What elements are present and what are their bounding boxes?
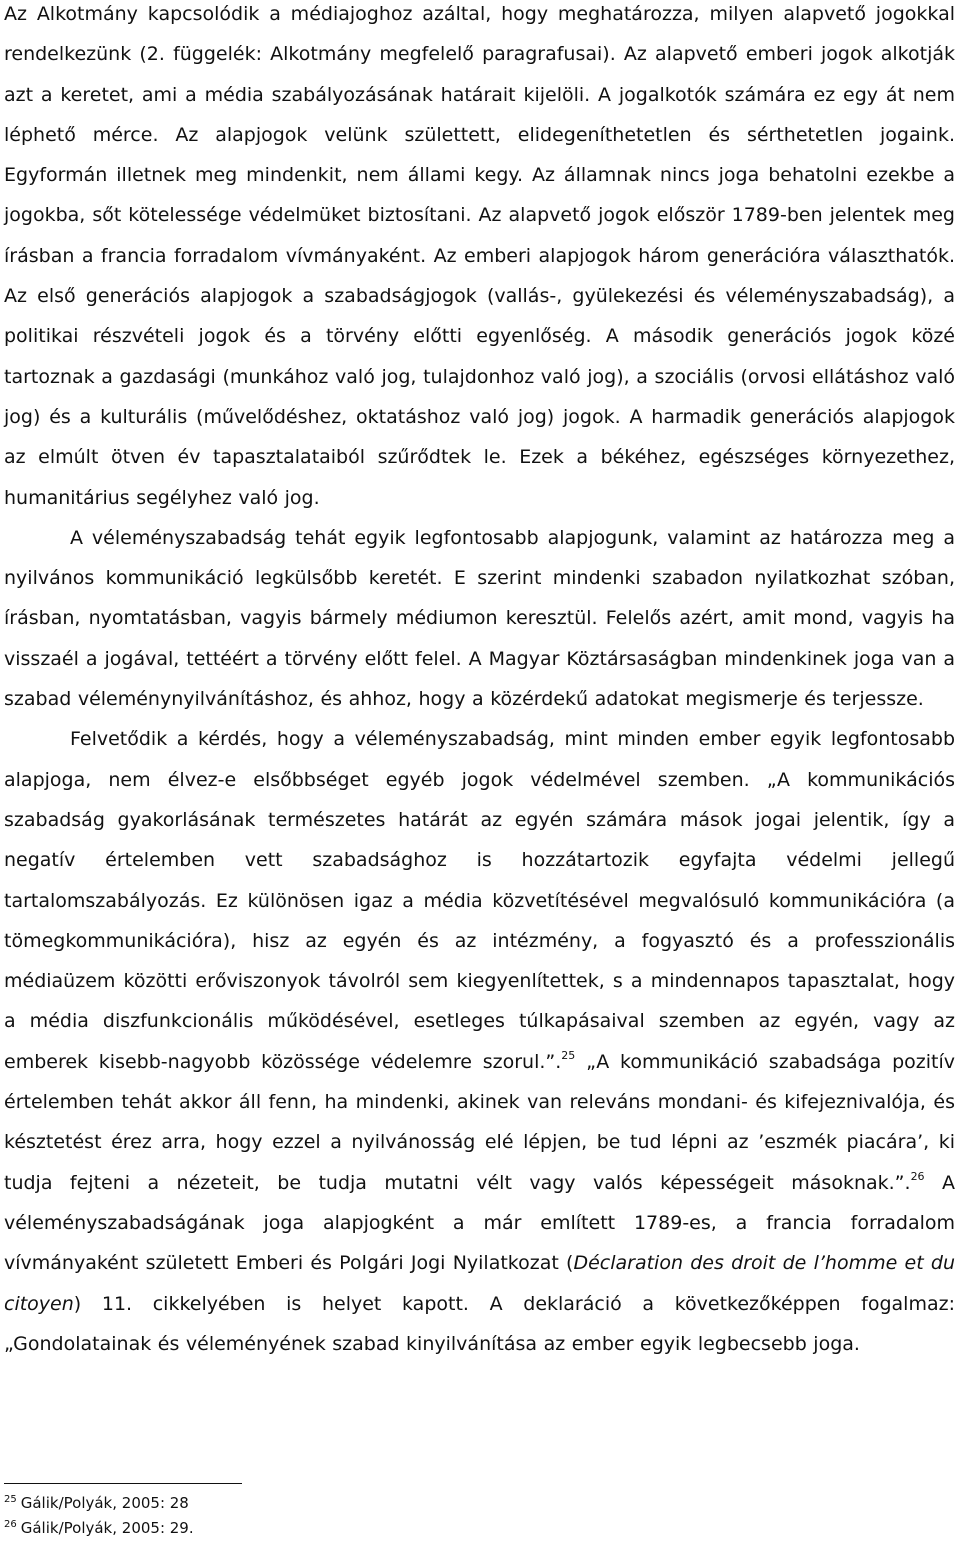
- footnote-number: 25: [4, 1494, 17, 1505]
- paragraph-freedom-of-expression: A véleményszabadság tehát egyik legfontosabb alapjogunk, valamint az határozza meg a nyilvános kommunikáció legkülsőbb keretét. E szerint mindenki szabadon nyilatkozhat szóban, írásban, nyomtatásban, vagyis bármely médiumon keresztül. Felelős azért, amit mond, vagyis ha visszaél a jogával, tettéért a törvény előtt felel. A Magyar Köztársaságban mindenkinek joga van a szabad véleménynyilvánításhoz, és ahhoz, hogy a közérdekű adatokat megismerje és terjessze.: [4, 526, 955, 711]
- footnote-reference-25[interactable]: 25: [561, 1048, 576, 1062]
- footnote-text: Gálik/Polyák, 2005: 28: [20, 1494, 189, 1512]
- declaration-title-italic: Déclaration des droit de l’homme et du citoyen: [4, 1252, 955, 1315]
- footnote-25: [4, 1491, 604, 1516]
- footnote-number: 26: [4, 1519, 17, 1530]
- footnote-26: [4, 1516, 604, 1541]
- paragraph-text-segment: Felvetődik a kérdés, hogy a véleményszabadság, mint minden ember egyik legfontosabb alapjoga, nem élvez-e elsőbbséget egyéb jogok védelmével szemben. „A kommunikációs szabadság gyakorlásának természetes határát az egyén számára mások jogai jelentik, így a negatív értelemben vett szabadsághoz is hozzátartozik egyfajta védelmi jellegű tartalomszabályozás. Ez különösen igaz a média közvetítésével megvalósuló kommunikációra (a tömegkommunikációra), hisz az egyén és az intézmény, a fogyasztó és a professzionális médiaüzem közötti erőviszonyok távolról sem kiegyenlítettek, s a mindennapos tapasztalat, hogy a média diszfunkcionális működésével, esetleges túlkapásaival szemben az egyén, vagy az emberek kisebb-nagyobb közössége védelemre szorul.”.: [4, 728, 955, 1073]
- footnotes: [4, 1491, 604, 1541]
- paragraph-fundamental-rights: Az Alkotmány kapcsolódik a médiajoghoz azáltal, hogy meghatározza, milyen alapvető jogokkal rendelkezünk (2. függelék: Alkotmány megfelelő paragrafusai). Az alapvető emberi jogok alkotják azt a keretet, ami a média szabályozásának határait kijelöli. A jogalkotók számára ez egy át nem léphető mérce. Az alapjogok velünk születtett, elidegeníthetetlen és sérthetetlen jogaink. Egyformán illetnek meg mindenkit, nem állami kegy. Az államnak nincs joga behatolni ezekbe a jogokba, sőt kötelessége védelmüket biztosítani. Az alapvető jogok először 1789-ben jelentek meg írásban a francia forradalom vívmányaként. Az emberi alapjogok három generációra választhatók. Az első generációs alapjogok a szabadságjogok (vallás-, gyülekezési és véleményszabadság), a politikai részvételi jogok és a törvény előtti egyenlőség. A második generációs jogok közé tartoznak a gazdasági (munkához való jog, tulajdonhoz való jog), a szociális (orvosi ellátáshoz való jog) és a kulturális (művelődéshez, oktatáshoz való jog) jogok. A harmadik generációs alapjogok az elmúlt ötven év tapasztalataiból szűrődtek le. Ezek a békéhez, egészséges környezethez, humanitárius segélyhez való jog.: [4, 3, 955, 509]
- footnote-separator: [4, 1483, 242, 1484]
- footnote-text: Gálik/Polyák, 2005: 29.: [20, 1519, 194, 1537]
- document-body: [4, 0, 955, 1364]
- footnote-reference-26[interactable]: 26: [910, 1169, 925, 1183]
- paragraph-text-segment: ) 11. cikkelyében is helyet kapott. A deklaráció a következőképpen fogalmaz: „Gondolatainak és véleményének szabad kinyilvánítása az ember egyik legbecsebb joga.: [4, 1292, 955, 1355]
- paragraph-text-segment: A véleményszabadságának joga alapjogként a már említett 1789-es, a francia forradalom vívmányaként született Emberi és Polgári Jogi Nyilatkozat (: [4, 1171, 955, 1275]
- paragraph-limits-of-freedom: [4, 719, 955, 1364]
- paragraph-text-segment: „A kommunikáció szabadsága pozitív értelemben tehát akkor áll fenn, ha mindenki, akinek van releváns mondani- és kifejeznivalója, és késztetést érez arra, hogy ezzel a nyilvánosság elé lépjen, be tud lépni az ’eszmék piacára’, ki tudja fejteni a nézeteit, be tudja mutatni vélt vagy valós képességeit másoknak.”.: [4, 1050, 956, 1194]
